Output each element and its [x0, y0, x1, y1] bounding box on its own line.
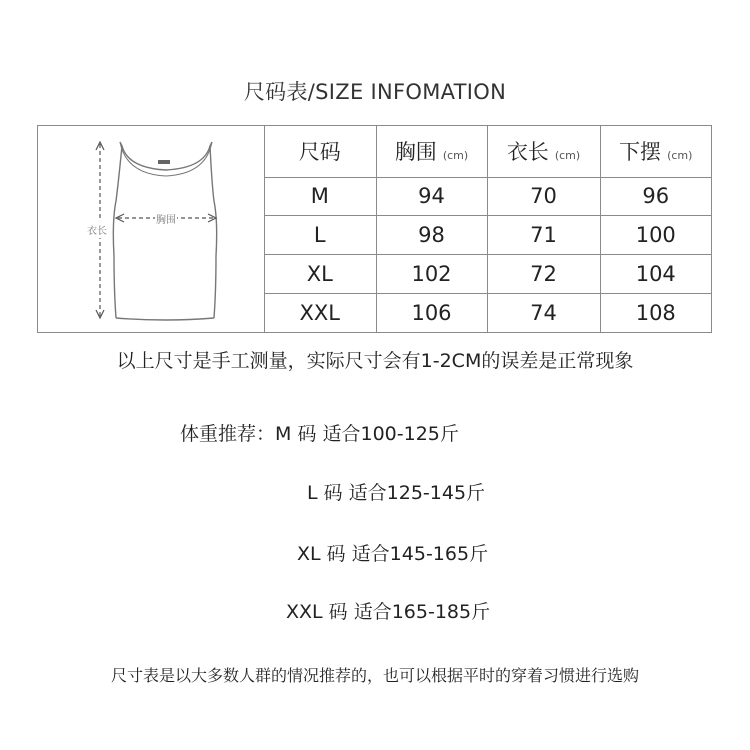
table-row — [264, 255, 711, 294]
table-row — [264, 294, 711, 332]
table-row — [264, 177, 711, 216]
header-cell: 胸围 (cm) — [376, 126, 487, 177]
table-cell: XXL — [264, 294, 376, 332]
table-cell: M — [264, 177, 376, 216]
recommend-item: L 码 适合125-145斤 — [307, 482, 486, 504]
chest-label: 胸围 — [155, 211, 177, 226]
garment-diagram — [38, 126, 265, 332]
recommend-item: XXL 码 适合165-185斤 — [286, 601, 491, 623]
table-cell: 74 — [487, 294, 600, 332]
table-cell: 94 — [376, 177, 487, 216]
table-row — [264, 216, 711, 255]
recommend-label: 体重推荐： — [180, 423, 276, 445]
header-cell: 下摆 (cm) — [600, 126, 711, 177]
table-cell: 108 — [600, 294, 711, 332]
table-cell: 104 — [600, 255, 711, 294]
recommend-line-m — [180, 419, 459, 446]
table-cell: 70 — [487, 177, 600, 216]
length-label: 衣长 — [87, 221, 107, 238]
recommend-item: M 码 适合100-125斤 — [275, 423, 459, 445]
table-cell: 98 — [376, 216, 487, 255]
table-cell: XL — [264, 255, 376, 294]
table-cell: 72 — [487, 255, 600, 294]
page-title: 尺码表/SIZE INFOMATION — [243, 80, 507, 104]
measurement-note: 以上尺寸是手工测量，实际尺寸会有1-2CM的误差是正常现象 — [116, 350, 634, 372]
footer-note: 尺寸表是以大多数人群的情况推荐的，也可以根据平时的穿着习惯进行选购 — [110, 666, 639, 685]
size-table — [264, 126, 711, 332]
table-cell: 96 — [600, 177, 711, 216]
table-cell: L — [264, 216, 376, 255]
table-cell: 71 — [487, 216, 600, 255]
table-cell: 102 — [376, 255, 487, 294]
table-cell: 106 — [376, 294, 487, 332]
tank-top-illustration — [38, 126, 264, 332]
size-chart — [37, 125, 712, 333]
header-cell: 衣长 (cm) — [487, 126, 600, 177]
header-cell: 尺码 — [264, 126, 376, 177]
table-header-row — [264, 126, 711, 177]
recommend-item: XL 码 适合145-165斤 — [297, 543, 489, 565]
table-cell: 100 — [600, 216, 711, 255]
